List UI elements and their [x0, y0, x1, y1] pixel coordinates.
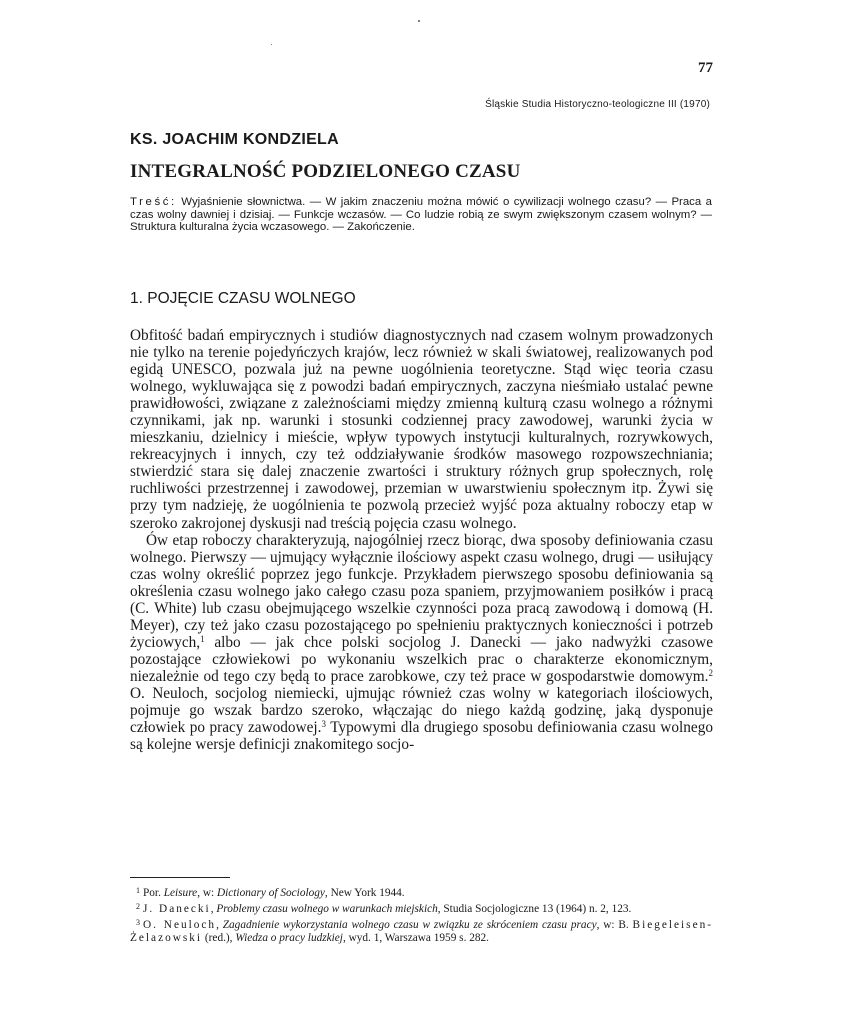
- footnote-divider: [130, 877, 230, 878]
- footnote-text: , w:: [197, 887, 217, 899]
- footnote-text: Por.: [143, 887, 164, 899]
- footnote-author: O. Neuloch: [143, 919, 217, 931]
- footnote-text: (red.),: [202, 932, 236, 944]
- footnote-author: J. Danecki: [143, 903, 211, 915]
- author-name: KS. JOACHIM KONDZIELA: [130, 131, 339, 148]
- footnote-italic: Dictionary of Sociology: [216, 887, 325, 899]
- page-number: 77: [698, 60, 713, 76]
- article-title: INTEGRALNOŚĆ PODZIELONEGO CZASU: [130, 161, 521, 182]
- scan-speck: [271, 44, 272, 45]
- footnote-italic: Leisure: [163, 887, 198, 899]
- footnote-ref-2: 2: [708, 667, 713, 678]
- footnote-number: 2: [136, 902, 140, 911]
- footnote-italic: Wiedza o pracy ludzkiej: [235, 932, 343, 944]
- footnote-text: , Studia Socjologiczne 13 (1964) n. 2, 123.: [437, 903, 632, 915]
- contents-text: Wyjaśnienie słownictwa. — W jakim znaczeniu można mówić o cywilizacji wolnego czasu? — Praca a czas wolny dawniej i dzisiaj. — Funkcje wczasów. — Co ludzie robią ze swym zwiększonym czasem wolnym? — Struktura kulturalna życia wczasowego. — Zakończenie.: [130, 196, 712, 233]
- contents-summary: [130, 196, 712, 234]
- paragraph-2: [130, 532, 713, 754]
- paragraph-2-text: Ów etap roboczy charakteryzują, najogólniej rzecz biorąc, dwa sposoby definiowania czasu wolnego. Pierwszy — ujmujący wyłącznie ilościowy aspekt czasu wolnego, drugi — usiłujący czas wolny określić poprzez jego funkcje. Przykładem pierwszego sposobu definiowania są określenia czasu wolnego jako całego czasu poza spaniem, przyjmowaniem posiłków i pracą (C. White) lub czasu obejmującego wszelkie czynności poza pracą zawodową i domową (H. Meyer), czy też jako czasu pozostającego po spełnieniu praktycznych konieczności i potrzeb życiowych,: [130, 531, 713, 651]
- paragraph-2-text: albo — jak chce polski socjolog J. Danecki — jako nadwyżki czasowe pozostające człowiekowi po wykonaniu wszelkich prac o charakterze ekonomicznym, niezależnie od tego czy będą to prace zarobkowe, czy też prace w gospodarstwie domowym.: [130, 633, 713, 685]
- footnote-text: , New York 1944.: [324, 887, 405, 899]
- contents-label: Treść:: [130, 196, 177, 208]
- footnote-ref-1: 1: [200, 633, 205, 644]
- footnote-2: [130, 900, 713, 916]
- paragraph-2-text: Typowymi dla drugiego sposobu definiowania czasu wolnego są kolejne wersje definicji znakomitego socjo-: [130, 719, 713, 754]
- footnote-text: ,: [216, 919, 223, 931]
- section-heading: 1. POJĘCIE CZASU WOLNEGO: [130, 290, 356, 307]
- footnote-1: [130, 884, 713, 900]
- footnote-number: 3: [136, 918, 140, 927]
- footnote-ref-3: 3: [321, 719, 326, 730]
- footnote-number: 1: [136, 886, 140, 895]
- footnote-editor: Biegeleisen-Żelazowski: [130, 919, 713, 944]
- paragraph-1: Obfitość badań empirycznych i studiów diagnostycznych nad czasem wolnym prowadzonych nie tylko na terenie pojedyńczych krajów, lecz również w skali światowej, realizowanych pod egidą UNESCO, pozwala już na pewne uogólnienia teoretyczne. Stąd więc teoria czasu wolnego, wykluwająca się z powodzi badań empirycznych, zaczyna nieśmiało ustalać pewne prawidłowości, związane z zależnościami między zmienną kulturą czasu wolnego a różnymi czynnikami, jak np. warunki i stosunki codziennej pracy zawodowej, warunki życia w mieszkaniu, dzielnicy i mieście, wpływ typowych instytucji kulturalnych, rozrywkowych, rekreacyjnych i innych, czy też oddziaływanie środków masowego rozpowszechniania; stwierdzić stara się dalej znaczenie zwartości i struktury różnych grup społecznych, rolę ruchliwości przestrzennej i zawodowej, przemian w uwarstwieniu społecznym itp. Żywi się przy tym nadzieję, że uogólnienia te pozwolą przecież wyjść poza aktualny roboczy etap w szeroko zakrojonej dyskusji nad treścią pojęcia czasu wolnego.: [130, 327, 713, 532]
- footnotes: [130, 884, 713, 945]
- footnote-text: ,: [210, 903, 217, 915]
- footnote-text: , w: B.: [596, 919, 633, 931]
- footnote-italic: Zagadnienie wykorzystania wolnego czasu w związku ze skróceniem czasu pracy: [222, 919, 597, 931]
- footnote-3: [130, 916, 713, 945]
- paragraph-2-text: O. Neuloch, socjolog niemiecki, ujmując również czas wolny w kategoriach ilościowych, pojmuje go wszak bardzo szeroko, włączając do niego każdą godzinę, jaką dysponuje człowiek po pracy zawodowej.: [130, 684, 713, 737]
- journal-reference: Śląskie Studia Historyczno-teologiczne III (1970): [485, 99, 710, 110]
- footnote-italic: Problemy czasu wolnego w warunkach miejskich: [216, 903, 438, 915]
- footnote-text: , wyd. 1, Warszawa 1959 s. 282.: [342, 932, 489, 944]
- body-text: [130, 327, 713, 753]
- scan-speck: [418, 20, 420, 22]
